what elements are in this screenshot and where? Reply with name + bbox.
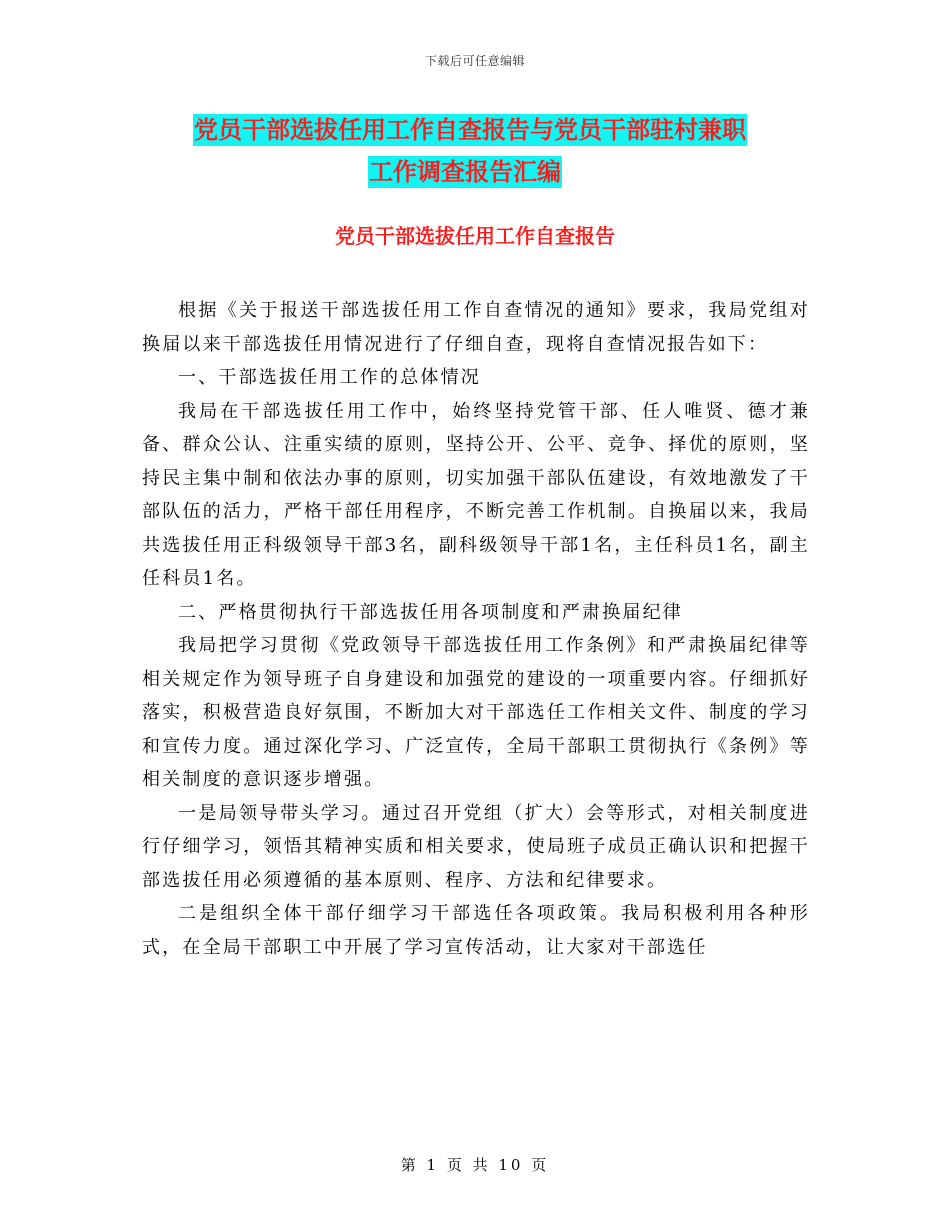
paragraph-2: 一、干部选拔任用工作的总体情况: [178, 367, 481, 388]
title-highlight-2: 工作调查报告汇编: [369, 158, 561, 186]
page-footer: 第 1 页 共 10 页: [400, 1156, 550, 1174]
paragraph-3: 我局在干部选拔任用工作中，始终坚持党管干部、任人唯贤、德才兼备、群众公认、注重实绩的原则，坚持公开、公平、竞争、择优的原则，坚持民主集中制和依法办事的原则，切实加强干部队伍建设，有效地激发了干部队伍的活力，严格干部任用程序，不断完善工作机制。自换届以来，我局共选拔任用正科级领导干部3名，副科级领导干部1名，主任科员1名，副主任科员1名。: [142, 400, 810, 589]
paragraph-6: 一是局领导带头学习。通过召开党组（扩大）会等形式，对相关制度进行仔细学习，领悟其精神实质和相关要求，使局班子成员正确认识和把握干部选拔任用必须遵循的基本原则、程序、方法和纪律要求。: [142, 802, 810, 891]
body-text: [142, 294, 810, 964]
document-title-line-2: [368, 150, 562, 194]
paragraph-1: 根据《关于报送干部选拔任用工作自查情况的通知》要求，我局党组对换届以来干部选拔任用情况进行了仔细自查，现将自查情况报告如下：: [142, 300, 810, 355]
section-heading: 党员干部选拔任用工作自查报告: [335, 224, 615, 248]
document-title-line-1: [193, 108, 747, 152]
title-highlight-1: 党员干部选拔任用工作自查报告与党员干部驻村兼职: [194, 116, 746, 144]
paragraph-4: 二、严格贯彻执行干部选拔任用各项制度和严肃换届纪律: [178, 601, 683, 623]
page-header-note: 下载后可任意编辑: [424, 54, 525, 68]
paragraph-5: 我局把学习贯彻《党政领导干部选拔任用工作条例》和严肃换届纪律等相关规定作为领导班子自身建设和加强党的建设的一项重要内容。仔细抓好落实，积极营造良好氛围，不断加大对干部选任工作相关文件、制度的学习和宣传力度。通过深化学习、广泛宣传，全局干部职工贯彻执行《条例》等相关制度的意识逐步增强。: [142, 635, 810, 790]
paragraph-7: 二是组织全体干部仔细学习干部选任各项政策。我局积极利用各种形式，在全局干部职工中开展了学习宣传活动，让大家对干部选任: [142, 903, 810, 958]
